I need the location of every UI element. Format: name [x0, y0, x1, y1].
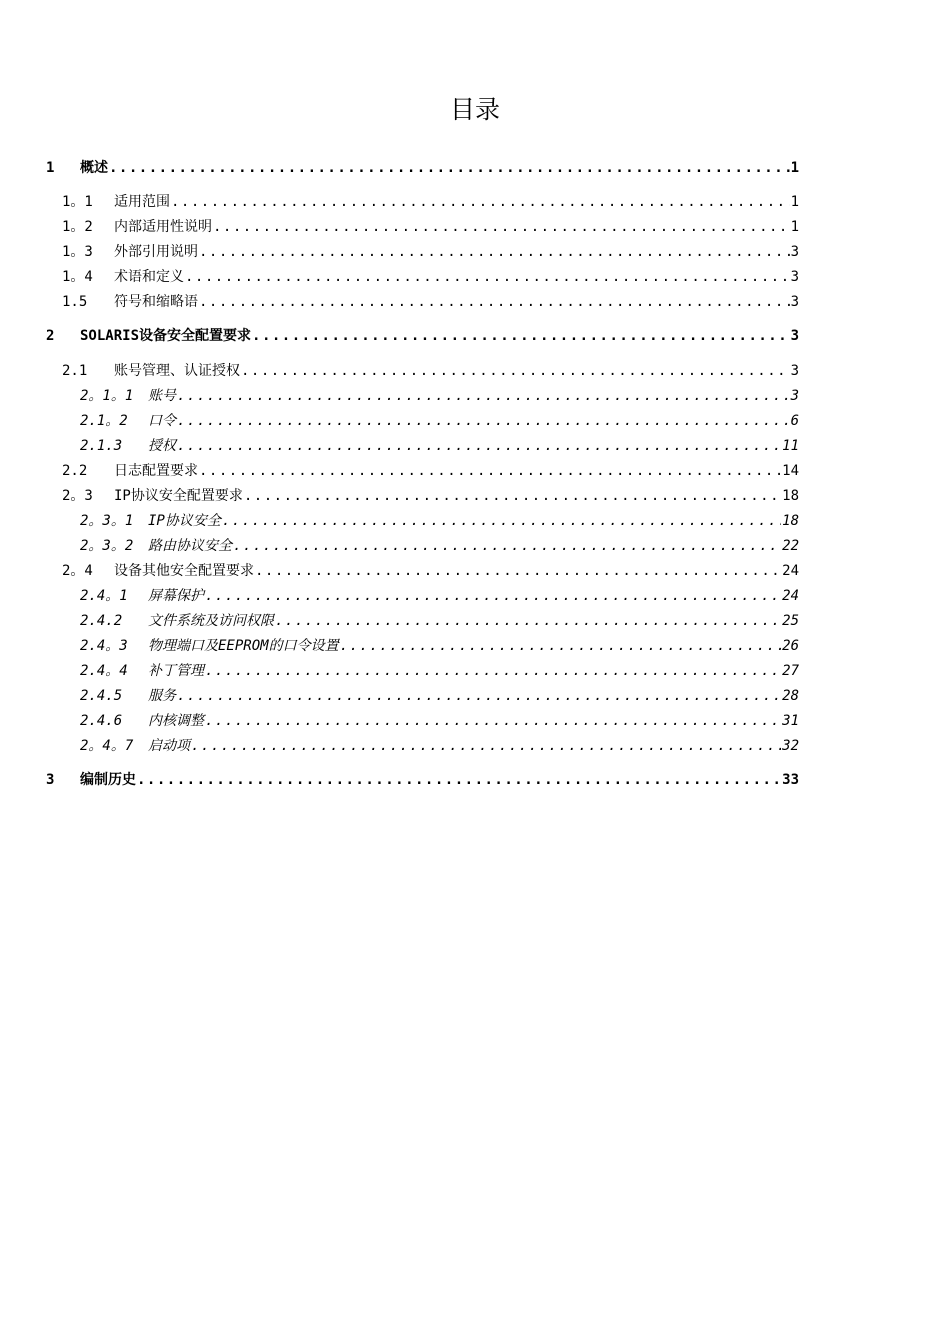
toc-leader-dots [222, 510, 781, 532]
toc-entry-title: 账号 [148, 388, 176, 404]
toc-entry-number: 2.4.5 [80, 688, 123, 704]
toc-entry[interactable] [80, 660, 799, 682]
toc-leader-dots [199, 291, 790, 313]
toc-entry-page: 32 [782, 738, 799, 754]
toc-entry-page: 27 [782, 663, 799, 679]
toc-entry-title: 外部引用说明 [114, 244, 198, 260]
toc-leader-dots [177, 385, 790, 407]
toc-entry-title: 屏幕保护 [148, 588, 204, 604]
toc-entry-number: 2.1.3 [80, 438, 123, 454]
toc-entry[interactable] [80, 535, 799, 557]
toc-entry-page: 31 [782, 713, 799, 729]
toc-entry[interactable] [80, 435, 799, 457]
toc-leader-dots [340, 635, 782, 657]
toc-entry-page: 3 [790, 328, 799, 344]
toc-entry-number: 2.2 [62, 463, 88, 479]
toc-entry-title: 日志配置要求 [114, 463, 198, 479]
toc-leader-dots [199, 460, 781, 482]
toc-entry[interactable] [80, 385, 799, 407]
toc-leader-dots [177, 685, 781, 707]
toc-entry-title: 口令 [148, 413, 176, 429]
toc-entry-page: 14 [782, 463, 799, 479]
toc-entry-number: 1 [46, 160, 55, 176]
toc-entry-page: 11 [782, 438, 799, 454]
toc-entry[interactable] [62, 460, 799, 482]
toc-entry-title: 编制历史 [80, 772, 136, 788]
toc-entry[interactable] [46, 769, 799, 791]
toc-leader-dots [185, 266, 790, 288]
toc-leader-dots [191, 735, 781, 757]
toc-leader-dots [244, 485, 781, 507]
toc-entry[interactable] [80, 410, 799, 432]
toc-leader-dots [171, 191, 790, 213]
toc-leader-dots [233, 535, 781, 557]
toc-leader-dots [137, 769, 781, 791]
toc-entry-title: 适用范围 [114, 194, 170, 210]
toc-entry-number: 1。4 [62, 269, 93, 285]
toc-leader-dots [177, 410, 790, 432]
toc-entry[interactable] [62, 560, 799, 582]
toc-entry-title: 启动项 [148, 738, 190, 754]
toc-title: 目录 [449, 95, 500, 124]
toc-leader-dots [255, 560, 781, 582]
toc-leader-dots [275, 610, 781, 632]
toc-entry[interactable] [62, 266, 799, 288]
toc-entry-page: 3 [790, 363, 799, 379]
toc-leader-dots [205, 660, 781, 682]
toc-entry[interactable] [46, 325, 799, 347]
toc-entry-title: 账号管理、认证授权 [114, 363, 240, 379]
toc-entry-page: 33 [782, 772, 799, 788]
toc-entry[interactable] [62, 191, 799, 213]
toc-entry-number: 2 [46, 328, 55, 344]
toc-entry-page: 1 [790, 160, 799, 176]
toc-entry-title: 服务 [148, 688, 176, 704]
toc-entry-number: 3 [46, 772, 55, 788]
toc-leader-dots [109, 157, 790, 179]
toc-leader-dots [213, 216, 790, 238]
toc-entry-title: 概述 [80, 160, 108, 176]
toc-entry-title: 设备其他安全配置要求 [114, 563, 254, 579]
toc-entry[interactable] [62, 241, 799, 263]
toc-entry-page: 3 [790, 388, 799, 404]
toc-entry-number: 2.1 [62, 363, 88, 379]
toc-entry-page: 24 [782, 563, 799, 579]
toc-entry[interactable] [80, 510, 799, 532]
toc-entry[interactable] [80, 685, 799, 707]
toc-entry-number: 2.4.2 [80, 613, 123, 629]
toc-entry-number: 1。2 [62, 219, 93, 235]
toc-leader-dots [205, 585, 781, 607]
toc-entry-title: 术语和定义 [114, 269, 184, 285]
toc-entry-title: IP协议安全 [148, 513, 221, 529]
toc-entry-number: 2.4.6 [80, 713, 123, 729]
toc-entry-number: 1。3 [62, 244, 93, 260]
toc-entry-page: 22 [782, 538, 799, 554]
toc-leader-dots [241, 360, 790, 382]
toc-leader-dots [252, 325, 790, 347]
toc-leader-dots [177, 435, 781, 457]
toc-entry-number: 2。4。7 [80, 738, 134, 754]
toc-entry-title: 补丁管理 [148, 663, 204, 679]
toc-entry-number: 2。4 [62, 563, 93, 579]
toc-entry-page: 18 [782, 488, 799, 504]
toc-entry-page: 25 [782, 613, 799, 629]
toc-entry-number: 2.4。4 [80, 663, 128, 679]
toc-entry-page: 28 [782, 688, 799, 704]
toc-entry[interactable] [80, 635, 799, 657]
toc-entry-title: 内部适用性说明 [114, 219, 212, 235]
toc-entry[interactable] [46, 157, 799, 179]
toc-leader-dots [199, 241, 790, 263]
toc-entry-page: 26 [782, 638, 799, 654]
toc-entry-title: 授权 [148, 438, 176, 454]
toc-entry-number: 2.4。1 [80, 588, 128, 604]
toc-entry[interactable] [62, 485, 799, 507]
toc-entry-page: 6 [790, 413, 799, 429]
toc-entry-page: 3 [790, 294, 799, 310]
toc-entry-page: 18 [782, 513, 799, 529]
toc-entry-number: 2。3。1 [80, 513, 134, 529]
toc-entry[interactable] [62, 360, 799, 382]
toc-entry[interactable] [80, 710, 799, 732]
toc-entry-number: 2。3 [62, 488, 93, 504]
toc-entry-number: 1.5 [62, 294, 88, 310]
toc-entry-page: 3 [790, 244, 799, 260]
toc-entry-number: 2.4。3 [80, 638, 128, 654]
toc-entry[interactable] [80, 610, 799, 632]
toc-entry-page: 1 [790, 219, 799, 235]
toc-entry-page: 1 [790, 194, 799, 210]
toc-entry[interactable] [62, 291, 799, 313]
toc-entry-title: 内核调整 [148, 713, 204, 729]
toc-entry-number: 1。1 [62, 194, 93, 210]
toc-entry-number: 2.1。2 [80, 413, 128, 429]
toc-entry-title: 物理端口及EEPROM的口令设置 [148, 638, 339, 654]
toc-entry-title: 文件系统及访问权限 [148, 613, 274, 629]
toc-leader-dots [205, 710, 781, 732]
toc-entry-title: 符号和缩略语 [114, 294, 198, 310]
toc-entry[interactable] [62, 216, 799, 238]
toc-entry-number: 2。3。2 [80, 538, 134, 554]
toc-entry-page: 3 [790, 269, 799, 285]
toc-entry-number: 2。1。1 [80, 388, 134, 404]
toc-entry[interactable] [80, 735, 799, 757]
toc-entry-title: SOLARIS设备安全配置要求 [80, 328, 252, 344]
toc-entry-page: 24 [782, 588, 799, 604]
toc-entry-title: 路由协议安全 [148, 538, 232, 554]
toc-entry-title: IP协议安全配置要求 [114, 488, 243, 504]
toc-entry[interactable] [80, 585, 799, 607]
